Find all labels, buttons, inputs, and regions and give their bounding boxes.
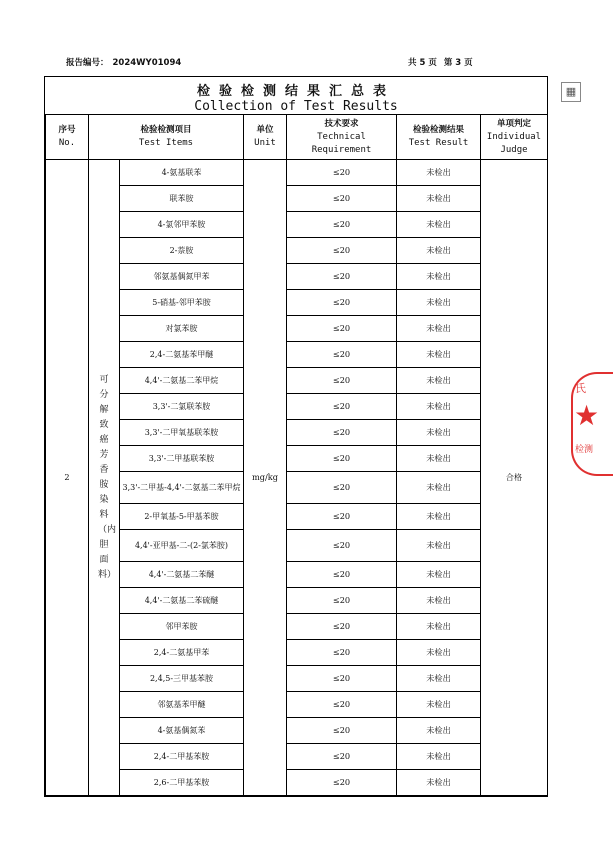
table-row — [46, 666, 548, 692]
result: 未检出 — [397, 562, 481, 588]
result: 未检出 — [397, 290, 481, 316]
result: 未检出 — [397, 640, 481, 666]
test-item: 2-萘胺 — [120, 238, 244, 264]
test-item: 3,3'-二甲氧基联苯胺 — [120, 420, 244, 446]
col-judge: 单项判定 Individual Judge — [481, 115, 548, 160]
report-number — [66, 56, 185, 68]
header-row — [46, 115, 548, 160]
result: 未检出 — [397, 394, 481, 420]
test-item: 3,3'-二甲基-4,4'-二氨基二苯甲烷 — [120, 472, 244, 504]
table-row — [46, 640, 548, 666]
result: 未检出 — [397, 666, 481, 692]
table-row — [46, 394, 548, 420]
test-item: 邻氨基苯甲醚 — [120, 692, 244, 718]
test-item: 2,4-二氨基苯甲醚 — [120, 342, 244, 368]
requirement: ≤20 — [287, 290, 397, 316]
table-row — [46, 238, 548, 264]
requirement: ≤20 — [287, 692, 397, 718]
col-requirement: 技术要求 Technical Requirement — [287, 115, 397, 160]
result: 未检出 — [397, 692, 481, 718]
current-page: 第 3 页 — [443, 58, 473, 68]
group-judge: 合格 — [481, 160, 548, 796]
result: 未检出 — [397, 238, 481, 264]
requirement: ≤20 — [287, 186, 397, 212]
result: 未检出 — [397, 614, 481, 640]
requirement: ≤20 — [287, 744, 397, 770]
test-item: 邻氨基偶氮甲苯 — [120, 264, 244, 290]
test-item: 4,4'-二氨基二苯甲烷 — [120, 368, 244, 394]
red-seal — [571, 372, 613, 476]
test-item: 4-氯邻甲苯胺 — [120, 212, 244, 238]
result: 未检出 — [397, 212, 481, 238]
result: 未检出 — [397, 530, 481, 562]
result: 未检出 — [397, 160, 481, 186]
table-row — [46, 316, 548, 342]
requirement: ≤20 — [287, 588, 397, 614]
test-item: 4,4'-亚甲基-二-(2-氯苯胺) — [120, 530, 244, 562]
table-title — [45, 77, 547, 115]
table-row — [46, 530, 548, 562]
results-table — [45, 114, 548, 796]
requirement: ≤20 — [287, 614, 397, 640]
result: 未检出 — [397, 420, 481, 446]
test-item: 邻甲苯胺 — [120, 614, 244, 640]
table-row — [46, 562, 548, 588]
requirement: ≤20 — [287, 666, 397, 692]
table-row — [46, 212, 548, 238]
requirement: ≤20 — [287, 212, 397, 238]
table-row — [46, 614, 548, 640]
result: 未检出 — [397, 504, 481, 530]
star-icon: ★ — [574, 399, 600, 432]
requirement: ≤20 — [287, 420, 397, 446]
group-number: 2 — [46, 160, 89, 796]
report-number-value: 2024WY01094 — [112, 58, 182, 68]
test-item: 2,4,5-三甲基苯胺 — [120, 666, 244, 692]
results-table-frame — [44, 76, 548, 797]
col-result: 检验检测结果 Test Result — [397, 115, 481, 160]
result: 未检出 — [397, 342, 481, 368]
table-row — [46, 290, 548, 316]
test-item: 2,6-二甲基苯胺 — [120, 770, 244, 796]
table-row — [46, 368, 548, 394]
page-info — [408, 56, 477, 68]
table-row — [46, 744, 548, 770]
table-row — [46, 420, 548, 446]
result: 未检出 — [397, 744, 481, 770]
total-pages: 共 5 页 — [408, 58, 437, 68]
requirement: ≤20 — [287, 504, 397, 530]
seal-text-bottom: 检测 — [575, 445, 594, 455]
requirement: ≤20 — [287, 368, 397, 394]
test-item: 4,4'-二氨基二苯醚 — [120, 562, 244, 588]
col-items: 检验检测项目 Test Items — [89, 115, 244, 160]
col-unit: 单位 Unit — [244, 115, 287, 160]
table-row — [46, 186, 548, 212]
table-row — [46, 504, 548, 530]
table-row — [46, 718, 548, 744]
group-category: 可分解致癌芳香胺染料（内胆面料） — [89, 160, 120, 796]
table-row — [46, 160, 548, 186]
table-row — [46, 588, 548, 614]
result: 未检出 — [397, 588, 481, 614]
result: 未检出 — [397, 264, 481, 290]
group-unit: mg/kg — [244, 160, 287, 796]
test-item: 4-氨基联苯 — [120, 160, 244, 186]
test-item: 4-氨基偶氮苯 — [120, 718, 244, 744]
requirement: ≤20 — [287, 316, 397, 342]
requirement: ≤20 — [287, 160, 397, 186]
test-item: 3,3'-二氯联苯胺 — [120, 394, 244, 420]
requirement: ≤20 — [287, 562, 397, 588]
table-row — [46, 472, 548, 504]
requirement: ≤20 — [287, 394, 397, 420]
test-item: 4,4'-二氨基二苯硫醚 — [120, 588, 244, 614]
test-item: 2-甲氧基-5-甲基苯胺 — [120, 504, 244, 530]
test-item: 联苯胺 — [120, 186, 244, 212]
seal-text-top: 氏 — [575, 382, 586, 395]
requirement: ≤20 — [287, 718, 397, 744]
test-item: 3,3'-二甲基联苯胺 — [120, 446, 244, 472]
requirement: ≤20 — [287, 472, 397, 504]
requirement: ≤20 — [287, 446, 397, 472]
result: 未检出 — [397, 770, 481, 796]
requirement: ≤20 — [287, 640, 397, 666]
requirement: ≤20 — [287, 770, 397, 796]
result: 未检出 — [397, 446, 481, 472]
table-row — [46, 342, 548, 368]
table-row — [46, 446, 548, 472]
table-row — [46, 264, 548, 290]
requirement: ≤20 — [287, 264, 397, 290]
title-cn: 检验检测结果汇总表 — [196, 84, 395, 99]
test-item: 2,4-二甲基苯胺 — [120, 744, 244, 770]
col-no: 序号 No. — [46, 115, 89, 160]
title-en: Collection of Test Results — [194, 99, 398, 114]
table-row — [46, 692, 548, 718]
grid-icon[interactable]: ▦ — [561, 82, 581, 102]
test-item: 2,4-二氨基甲苯 — [120, 640, 244, 666]
requirement: ≤20 — [287, 238, 397, 264]
requirement: ≤20 — [287, 530, 397, 562]
table-row — [46, 770, 548, 796]
report-number-label: 报告编号： — [66, 58, 109, 68]
requirement: ≤20 — [287, 342, 397, 368]
result: 未检出 — [397, 472, 481, 504]
result: 未检出 — [397, 316, 481, 342]
result: 未检出 — [397, 718, 481, 744]
test-item: 对氯苯胺 — [120, 316, 244, 342]
test-item: 5-硝基-邻甲苯胺 — [120, 290, 244, 316]
result: 未检出 — [397, 186, 481, 212]
result: 未检出 — [397, 368, 481, 394]
